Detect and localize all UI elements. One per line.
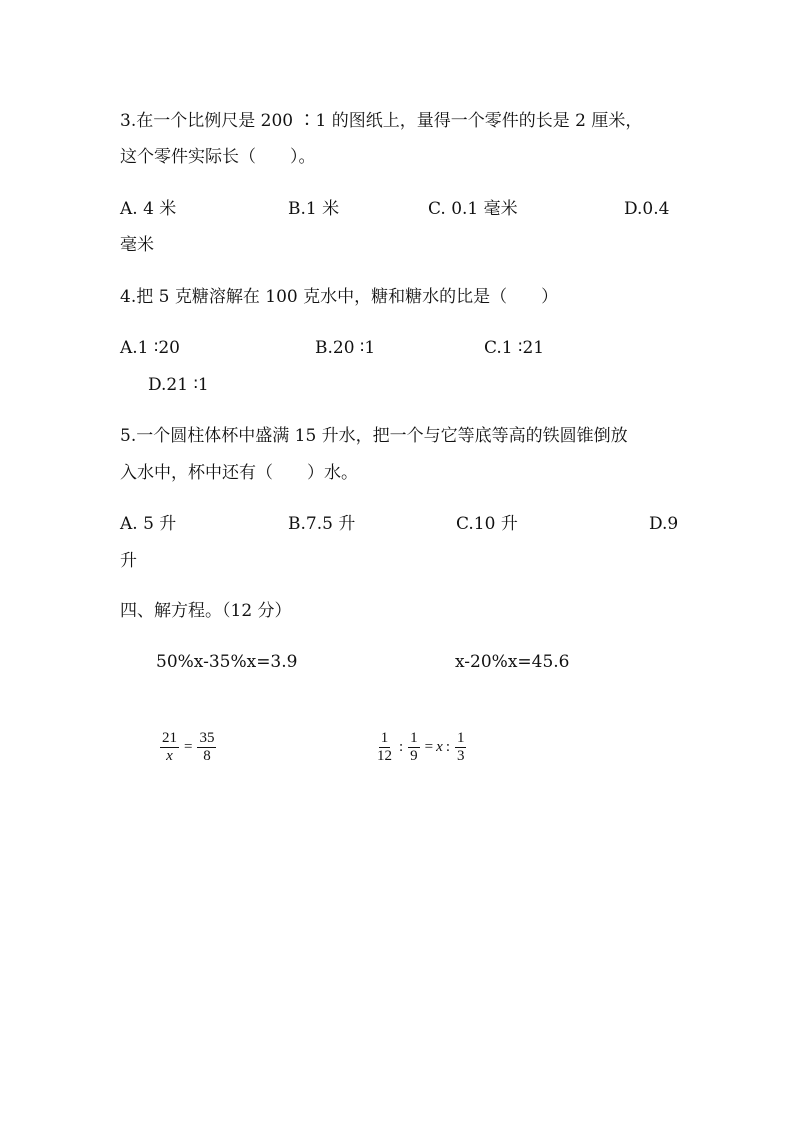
q5-option-a: A. 5 升 — [120, 514, 177, 534]
fraction-1-over-3: $\frac{1}{3}$ — [456, 730, 465, 764]
q4-option-a: A.1 ∶20 — [120, 338, 180, 358]
variable-x: x — [436, 739, 443, 755]
equation-3 — [158, 730, 218, 765]
q5-option-d: D.9 — [649, 514, 679, 534]
q5-text-line2: 入水中，杯中还有（ ）水。 — [120, 463, 358, 483]
equals-sign: = — [424, 739, 434, 755]
q4-text-line1: 4.把 5 克糖溶解在 100 克水中，糖和糖水的比是（ ） — [120, 287, 559, 307]
q3-option-b: B.1 米 — [288, 199, 340, 219]
q4-option-d: D.21 ∶1 — [148, 375, 209, 395]
fraction-21-over-x: $\frac{21}{x}$ — [162, 730, 177, 764]
q3-option-c: C. 0.1 毫米 — [428, 199, 518, 219]
ratio-colon-1: : — [399, 739, 404, 755]
equals-sign: = — [184, 739, 193, 755]
q3-option-d-wrap: 毫米 — [120, 235, 154, 255]
q4-option-b: B.20 ∶1 — [315, 338, 376, 358]
fraction-1-over-9: $\frac{1}{9}$ — [410, 730, 418, 764]
equation-2: x-20%x=45.6 — [455, 652, 570, 672]
q4-option-c: C.1 ∶21 — [484, 338, 545, 358]
q3-text-line1: 3.在一个比例尺是 200 ∶1 的图纸上，量得一个零件的长是 2 厘米， — [120, 111, 643, 131]
equation-1: 50%x-35%x=3.9 — [156, 652, 298, 672]
q3-option-a: A. 4 米 — [120, 199, 177, 219]
equation-4 — [373, 730, 468, 765]
fraction-35-over-8: $\frac{35}{8}$ — [199, 730, 215, 764]
q5-option-c: C.10 升 — [456, 514, 518, 534]
q3-text-line2: 这个零件实际长（ ）。 — [120, 147, 316, 167]
fraction-1-over-12: $\frac{1}{12}$ — [377, 730, 392, 764]
ratio-colon-2: : — [445, 739, 450, 755]
q3-option-d: D.0.4 — [624, 199, 670, 219]
q5-text-line1: 5.一个圆柱体杯中盛满 15 升水，把一个与它等底等高的铁圆锥倒放 — [120, 426, 628, 446]
section-title: 四、解方程。（12 分） — [120, 601, 292, 621]
q5-option-b: B.7.5 升 — [288, 514, 356, 534]
q5-option-d-wrap: 升 — [120, 551, 137, 571]
